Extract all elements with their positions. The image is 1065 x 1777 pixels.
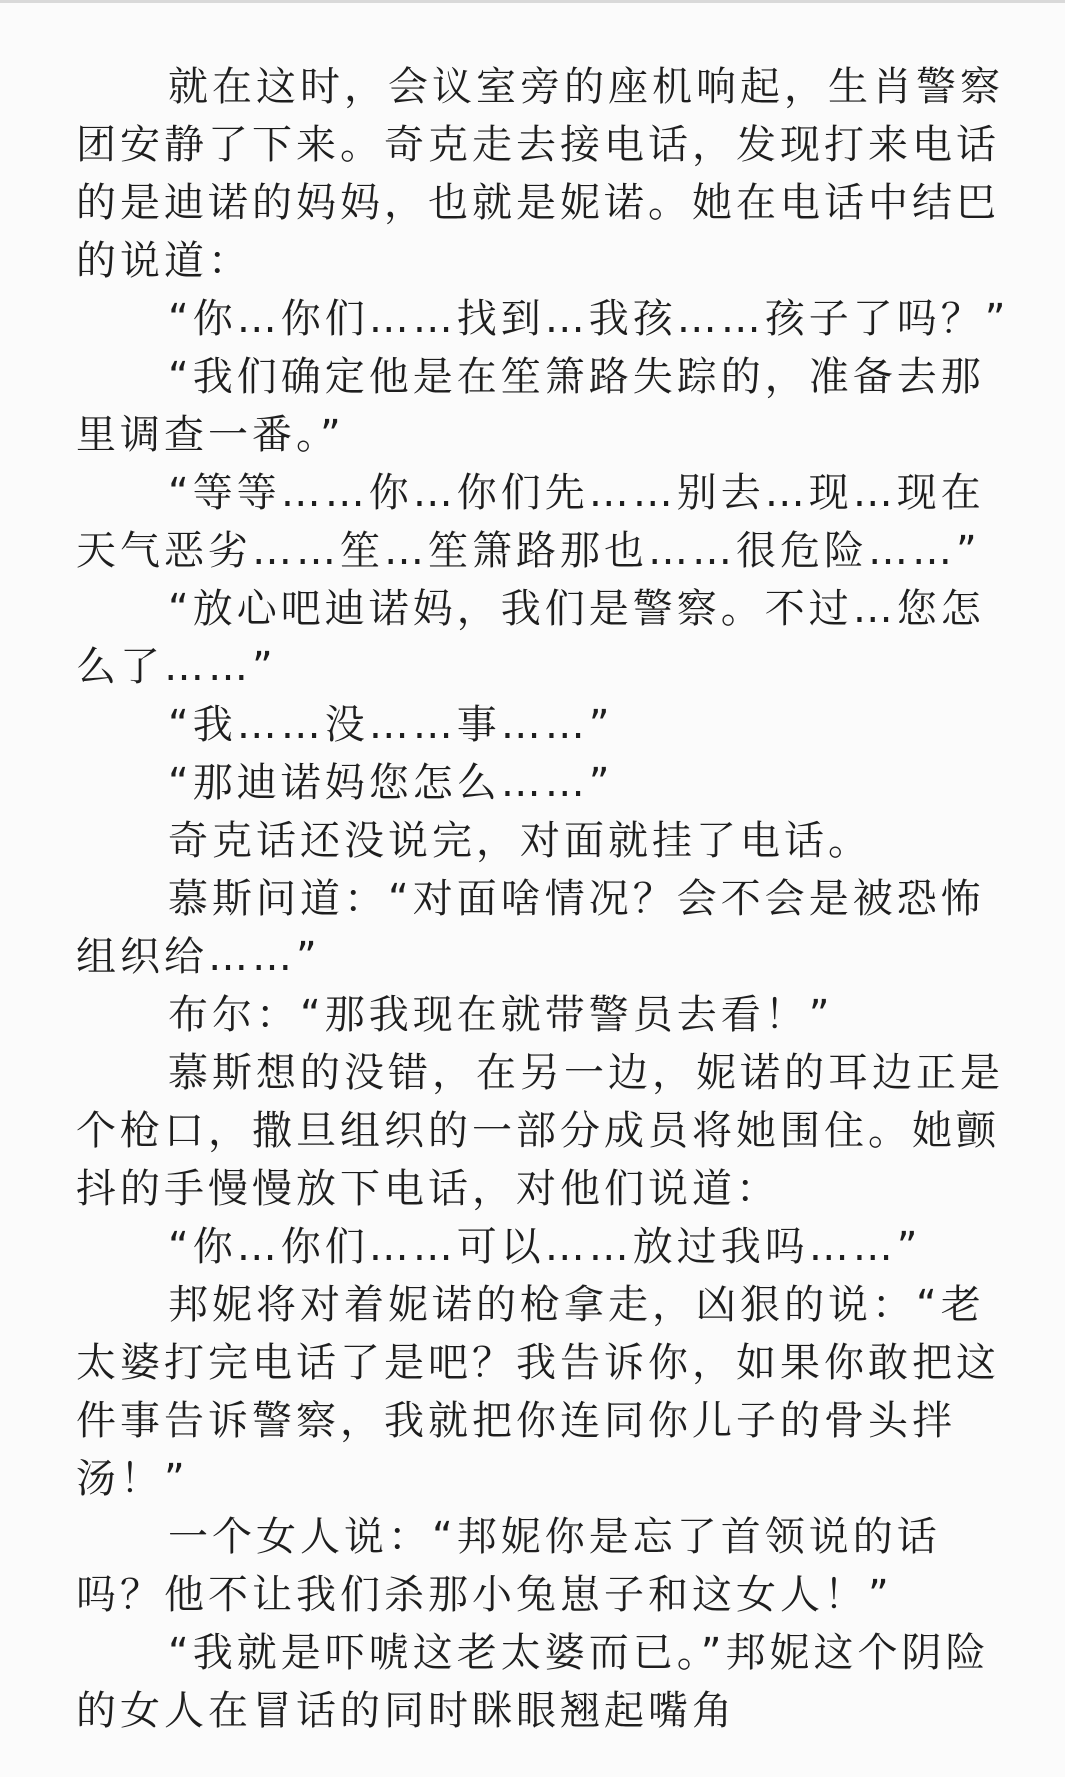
paragraph: 布尔：“那我现在就带警员去看！” <box>168 992 834 1038</box>
paragraph: “我们确定他是在笙箫路失踪的，准备去那里调查一番。” <box>76 354 985 458</box>
paragraph: “我就是吓唬这老太婆而已。”邦妮这个阴险的女人在冒话的同时眯眼翘起嘴角 <box>76 1630 990 1734</box>
paragraph: 邦妮将对着妮诺的枪拿走，凶狠的说：“老太婆打完电话了是吧？我告诉你，如果你敢把这件事告诉警察，我就把你连同你儿子的骨头拌汤！” <box>76 1282 1000 1502</box>
document-body <box>76 58 1016 1740</box>
paragraph: 奇克话还没说完，对面就挂了电话。 <box>168 818 872 864</box>
paragraph: 慕斯想的没错，在另一边，妮诺的耳边正是个枪口，撒旦组织的一部分成员将她围住。她颤抖的手慢慢放下电话，对他们说道： <box>76 1050 1004 1212</box>
paragraph: 慕斯问道：“对面啥情况？会不会是被恐怖组织给……” <box>76 876 985 980</box>
paragraph: “你…你们……可以……放过我吗……” <box>168 1224 922 1270</box>
paragraph: “那迪诺妈您怎么……” <box>168 760 614 806</box>
paragraph: “我……没……事……” <box>168 702 614 748</box>
paragraph: 就在这时，会议室旁的座机响起，生肖警察团安静了下来。奇克走去接电话，发现打来电话的是迪诺的妈妈，也就是妮诺。她在电话中结巴的说道： <box>76 64 1004 284</box>
paragraph: 一个女人说：“邦妮你是忘了首领说的话吗？他不让我们杀那小兔崽子和这女人！” <box>76 1514 941 1618</box>
top-divider <box>0 0 1065 3</box>
paragraph: “放心吧迪诺妈，我们是警察。不过…您怎么了……” <box>76 586 985 690</box>
paragraph: “等等……你…你们先……别去…现…现在天气恶劣……笙…笙箫路那也……很危险……” <box>76 470 985 574</box>
paragraph: “你…你们……找到…我孩……孩子了吗？” <box>168 296 1010 342</box>
